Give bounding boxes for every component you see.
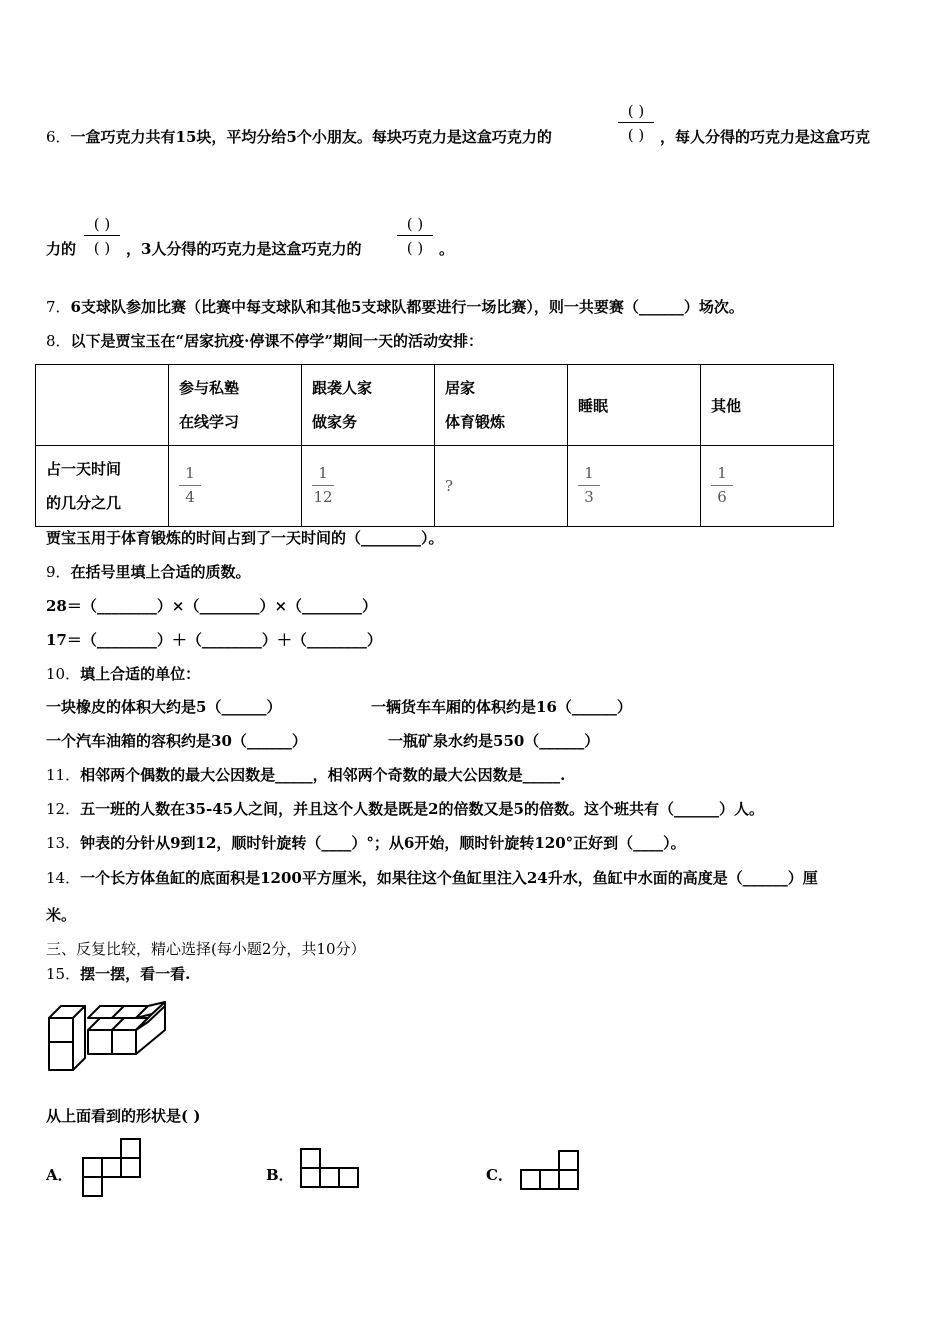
table-header-chores: 跟袭人家 做家务: [302, 365, 435, 446]
option-b-shape[interactable]: [299, 1147, 363, 1191]
q8-text: 以下是贾宝玉在“居家抗疫·停课不停学”期间一天的活动安排：: [70, 332, 484, 350]
q6-text-b: ，每人分得的巧克力是这盒巧克: [660, 128, 871, 146]
q6-text-a: 一盒巧克力共有15块，平均分给5个小朋友。每块巧克力是这盒巧克力的: [70, 128, 552, 146]
blank-fraction-1[interactable]: ( ) ( ): [614, 104, 658, 143]
q10-a: 一块橡皮的体积大约是5（______）: [46, 698, 282, 716]
q14: [46, 871, 818, 886]
q8-number: 8．: [46, 332, 71, 350]
q9-text: 在括号里填上合适的质数。: [70, 563, 251, 581]
section-3-heading: 三、反复比较，精心选择(每小题2分，共10分）: [46, 940, 366, 958]
q10: [46, 667, 200, 682]
q15: [46, 967, 190, 982]
q10-b: 一辆货车车厢的体积约是16（______）: [371, 698, 632, 716]
table-cell-study: $\frac{1}{4}$: [169, 446, 302, 527]
q10-number: 10．: [46, 665, 81, 683]
q10-d: 一瓶矿泉水约是550（______）: [388, 732, 600, 750]
q11-text: 相邻两个偶数的最大公因数是_____，相邻两个奇数的最大公因数是_____.: [80, 766, 566, 784]
option-c-shape[interactable]: [519, 1149, 583, 1193]
q15-text: 摆一摆，看一看.: [80, 965, 191, 983]
table-cell-exercise[interactable]: ?: [435, 446, 568, 527]
q15-number: 15．: [46, 965, 81, 983]
q12: [46, 802, 764, 817]
option-c-label[interactable]: C．: [486, 1166, 513, 1184]
blank-fraction-3[interactable]: ( ) ( ): [393, 217, 437, 256]
option-b-label[interactable]: B．: [266, 1166, 294, 1184]
q7-number: 7．: [46, 298, 71, 316]
q9-number: 9．: [46, 563, 71, 581]
q7: [46, 300, 744, 315]
q15-question: 从上面看到的形状是( ): [46, 1107, 201, 1125]
q12-number: 12．: [46, 800, 81, 818]
activity-table: [35, 364, 834, 527]
table-header-study: 参与私塾 在线学习: [169, 365, 302, 446]
table-header-other: 其他: [701, 365, 834, 446]
q6-text-c: 力的: [46, 240, 77, 258]
q14-cont: 米。: [46, 906, 77, 924]
q11: [46, 768, 565, 783]
q9-line2: 17＝（________）＋（________）＋（________）: [46, 631, 382, 649]
q8-after: 贾宝玉用于体育锻炼的时间占到了一天时间的（________）。: [46, 529, 444, 547]
q6-line1: [46, 130, 552, 145]
table-cell-sleep: $\frac{1}{3}$: [568, 446, 701, 527]
q13-text: 钟表的分针从9到12，顺时针旋转（____）°；从6开始，顺时针旋转120°正好到（____）。: [80, 834, 686, 852]
q7-text: 6支球队参加比赛（比赛中每支球队和其他5支球队都要进行一场比赛），则一共要赛（______）场次。: [70, 298, 744, 316]
q14-number: 14．: [46, 869, 81, 887]
q9: [46, 565, 251, 580]
q13: [46, 836, 686, 851]
q6-text-d: ，3人分得的巧克力是这盒巧克力的: [126, 240, 362, 258]
q8: [46, 334, 483, 349]
option-a-label[interactable]: A．: [46, 1166, 73, 1184]
option-a-shape[interactable]: [80, 1137, 144, 1199]
q11-number: 11．: [46, 766, 81, 784]
q10-text: 填上合适的单位：: [80, 665, 201, 683]
table-cell-chores: $\frac{1}{12}$: [302, 446, 435, 527]
table-header-sleep: 睡眠: [568, 365, 701, 446]
cube-stack-figure: [44, 998, 170, 1074]
q6-number: 6．: [46, 128, 71, 146]
q13-number: 13．: [46, 834, 81, 852]
table-corner: [36, 365, 169, 446]
blank-fraction-2[interactable]: ( ) ( ): [80, 217, 124, 256]
q10-c: 一个汽车油箱的容积约是30（______）: [46, 732, 307, 750]
table-row-label: 占一天时间 的几分之几: [36, 446, 169, 527]
q12-text: 五一班的人数在35-45人之间，并且这个人数是既是2的倍数又是5的倍数。这个班共有（______）人。: [80, 800, 764, 818]
q6-text-e: 。: [439, 240, 455, 258]
table-header-exercise: 居家 体育锻炼: [435, 365, 568, 446]
q14-text: 一个长方体鱼缸的底面积是1200平方厘米，如果往这个鱼缸里注入24升水，鱼缸中水面的高度是（______）厘: [80, 869, 818, 887]
table-cell-other: $\frac{1}{6}$: [701, 446, 834, 527]
q9-line1: 28＝（________）×（________）×（________）: [46, 597, 378, 615]
